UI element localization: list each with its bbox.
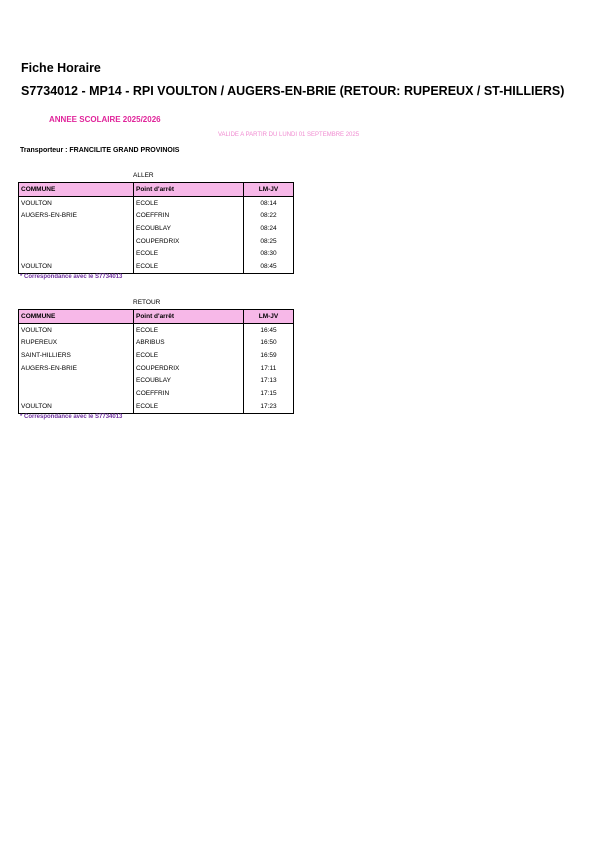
aller-footnote: * Correspondance avec le S7734013 — [20, 274, 123, 280]
commune-cell: VOULTON — [21, 199, 52, 207]
stop-cell: COEFFRIN — [134, 387, 244, 400]
table-row — [19, 222, 294, 235]
carrier-label: Transporteur : FRANCILITE GRAND PROVINOIS — [20, 147, 180, 154]
time-cell: 17:23 — [244, 400, 294, 413]
table-row — [19, 196, 294, 209]
stop-cell: COUPERDRIX — [134, 235, 244, 248]
stop-cell: COUPERDRIX — [134, 362, 244, 375]
table-row — [19, 247, 294, 260]
time-cell: 17:11 — [244, 362, 294, 375]
stop-cell: ECOLE — [134, 349, 244, 362]
time-cell: 16:50 — [244, 336, 294, 349]
table-row — [19, 323, 294, 336]
time-cell: 16:59 — [244, 349, 294, 362]
time-cell: 08:22 — [244, 209, 294, 222]
stop-header: Point d'arrêt — [134, 183, 244, 197]
aller-label: ALLER — [133, 172, 154, 179]
table-row — [19, 374, 294, 387]
stop-cell: COEFFRIN — [134, 209, 244, 222]
stop-cell: ABRIBUS — [134, 336, 244, 349]
time-header: LM-JV — [244, 310, 294, 324]
validity-date: VALIDE A PARTIR DU LUNDI 01 SEPTEMBRE 2025 — [218, 132, 360, 138]
commune-cell — [19, 374, 134, 387]
time-cell: 08:25 — [244, 235, 294, 248]
commune-cell — [19, 235, 134, 248]
commune-cell: VOULTON — [21, 326, 52, 334]
line-subtitle: S7734012 - MP14 - RPI VOULTON / AUGERS-EN-BRIE (RETOUR: RUPEREUX / ST-HILLIERS) — [21, 84, 565, 98]
aller-table — [18, 182, 294, 274]
stop-cell: ECOUBLAY — [134, 222, 244, 235]
retour-table — [18, 309, 294, 414]
stop-header: Point d'arrêt — [134, 310, 244, 324]
time-cell: 08:24 — [244, 222, 294, 235]
time-cell: 16:45 — [244, 323, 294, 336]
commune-cell: VOULTON — [21, 262, 52, 270]
table-row — [19, 400, 294, 413]
time-header: LM-JV — [244, 183, 294, 197]
time-cell: 08:30 — [244, 247, 294, 260]
stop-cell: ECOLE — [134, 196, 244, 209]
commune-cell: AUGERS-EN-BRIE — [21, 212, 77, 220]
table-row — [19, 209, 294, 222]
table-row — [19, 387, 294, 400]
commune-cell: RUPEREUX — [21, 339, 58, 347]
stop-cell: ECOUBLAY — [134, 374, 244, 387]
commune-cell — [19, 247, 134, 260]
commune-header: COMMUNE — [19, 183, 134, 197]
commune-header: COMMUNE — [19, 310, 134, 324]
stop-cell: ECOLE — [134, 247, 244, 260]
commune-cell: SAINT-HILLIERS — [21, 351, 71, 359]
time-cell: 08:45 — [244, 260, 294, 273]
stop-cell: ECOLE — [134, 400, 244, 413]
table-row — [19, 260, 294, 273]
table-row — [19, 336, 294, 349]
school-year: ANNEE SCOLAIRE 2025/2026 — [49, 115, 161, 124]
commune-cell: AUGERS-EN-BRIE — [21, 364, 77, 372]
commune-cell — [19, 222, 134, 235]
commune-cell: VOULTON — [21, 402, 52, 410]
document-title: Fiche Horaire — [21, 61, 101, 75]
retour-header-row — [19, 310, 294, 324]
retour-footnote: * Correspondance avec le S7734013 — [20, 414, 123, 420]
stop-cell: ECOLE — [134, 323, 244, 336]
time-cell: 17:13 — [244, 374, 294, 387]
stop-cell: ECOLE — [134, 260, 244, 273]
retour-label: RETOUR — [133, 299, 161, 306]
commune-cell — [19, 387, 134, 400]
table-row — [19, 235, 294, 248]
table-row — [19, 362, 294, 375]
table-row — [19, 349, 294, 362]
time-cell: 17:15 — [244, 387, 294, 400]
time-cell: 08:14 — [244, 196, 294, 209]
aller-header-row — [19, 183, 294, 197]
